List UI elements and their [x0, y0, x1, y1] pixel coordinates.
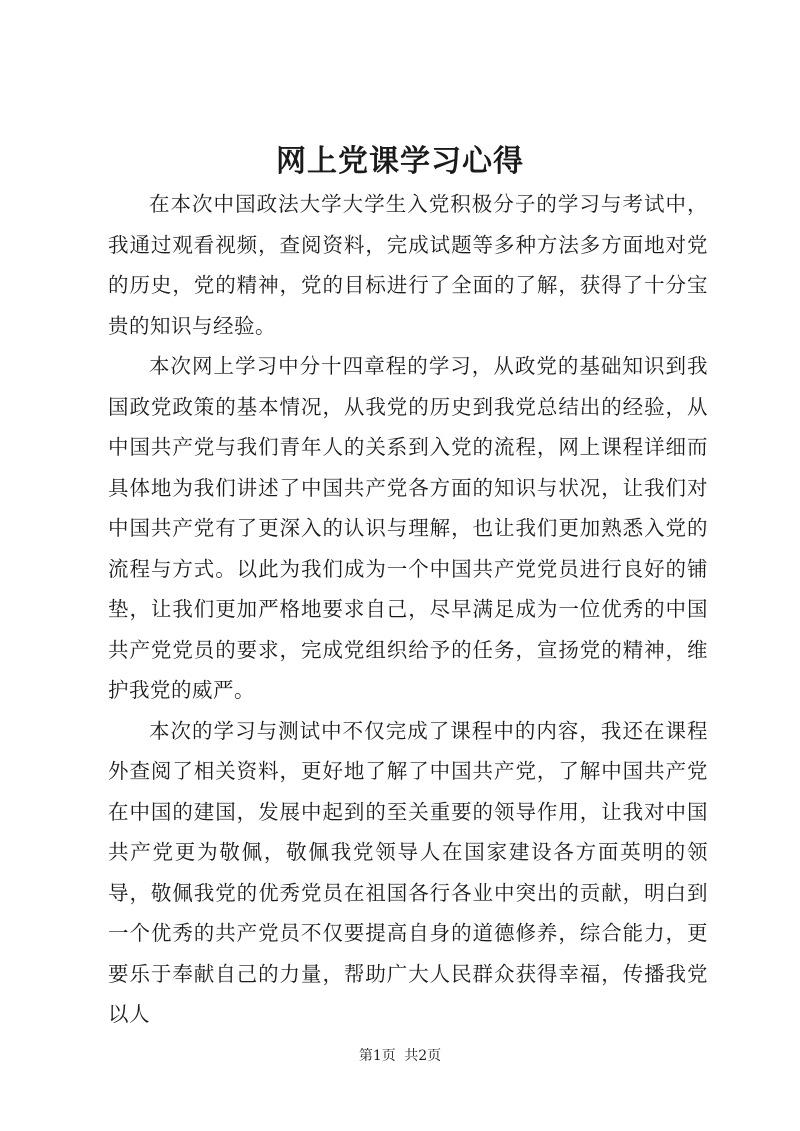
page-footer: [0, 1046, 800, 1066]
paragraph-2: 本次网上学习中分十四章程的学习，从政党的基础知识到我国政党政策的基本情况，从我党的历史到我党总结出的经验，从中国共产党与我们青年人的关系到入党的流程，网上课程详细而具体地为我们讲述了中国共产党各方面的知识与状况，让我们对中国共产党有了更深入的认识与理解，也让我们更加熟悉入党的流程与方式。以此为我们成为一个中国共产党党员进行良好的铺垫，让我们更加严格地要求自己，尽早满足成为一位优秀的中国共产党党员的要求，完成党组织给予的任务，宣扬党的精神，维护我党的威严。: [108, 354, 708, 702]
page-number: 第1页: [358, 1048, 396, 1064]
page-total: 共2页: [404, 1048, 442, 1064]
document-title: 网上党课学习心得: [276, 144, 524, 179]
paragraph-3: 本次的学习与测试中不仅完成了课程中的内容，我还在课程外查阅了相关资料，更好地了解了中国共产党，了解中国共产党在中国的建国，发展中起到的至关重要的领导作用，让我对中国共产党更为敬佩，敬佩我党领导人在国家建设各方面英明的领导，敬佩我党的优秀党员在祖国各行各业中突出的贡献，明白到一个优秀的共产党员不仅要提高自身的道德修养，综合能力，更要乐于奉献自己的力量，帮助广大人民群众获得幸福，传播我党以人: [108, 718, 708, 1026]
paragraph-1: 在本次中国政法大学大学生入党积极分子的学习与考试中，我通过观看视频，查阅资料，完成试题等多种方法多方面地对党的历史，党的精神，党的目标进行了全面的了解，获得了十分宝贵的知识与经验。: [108, 192, 708, 338]
document-body: [108, 184, 708, 1035]
